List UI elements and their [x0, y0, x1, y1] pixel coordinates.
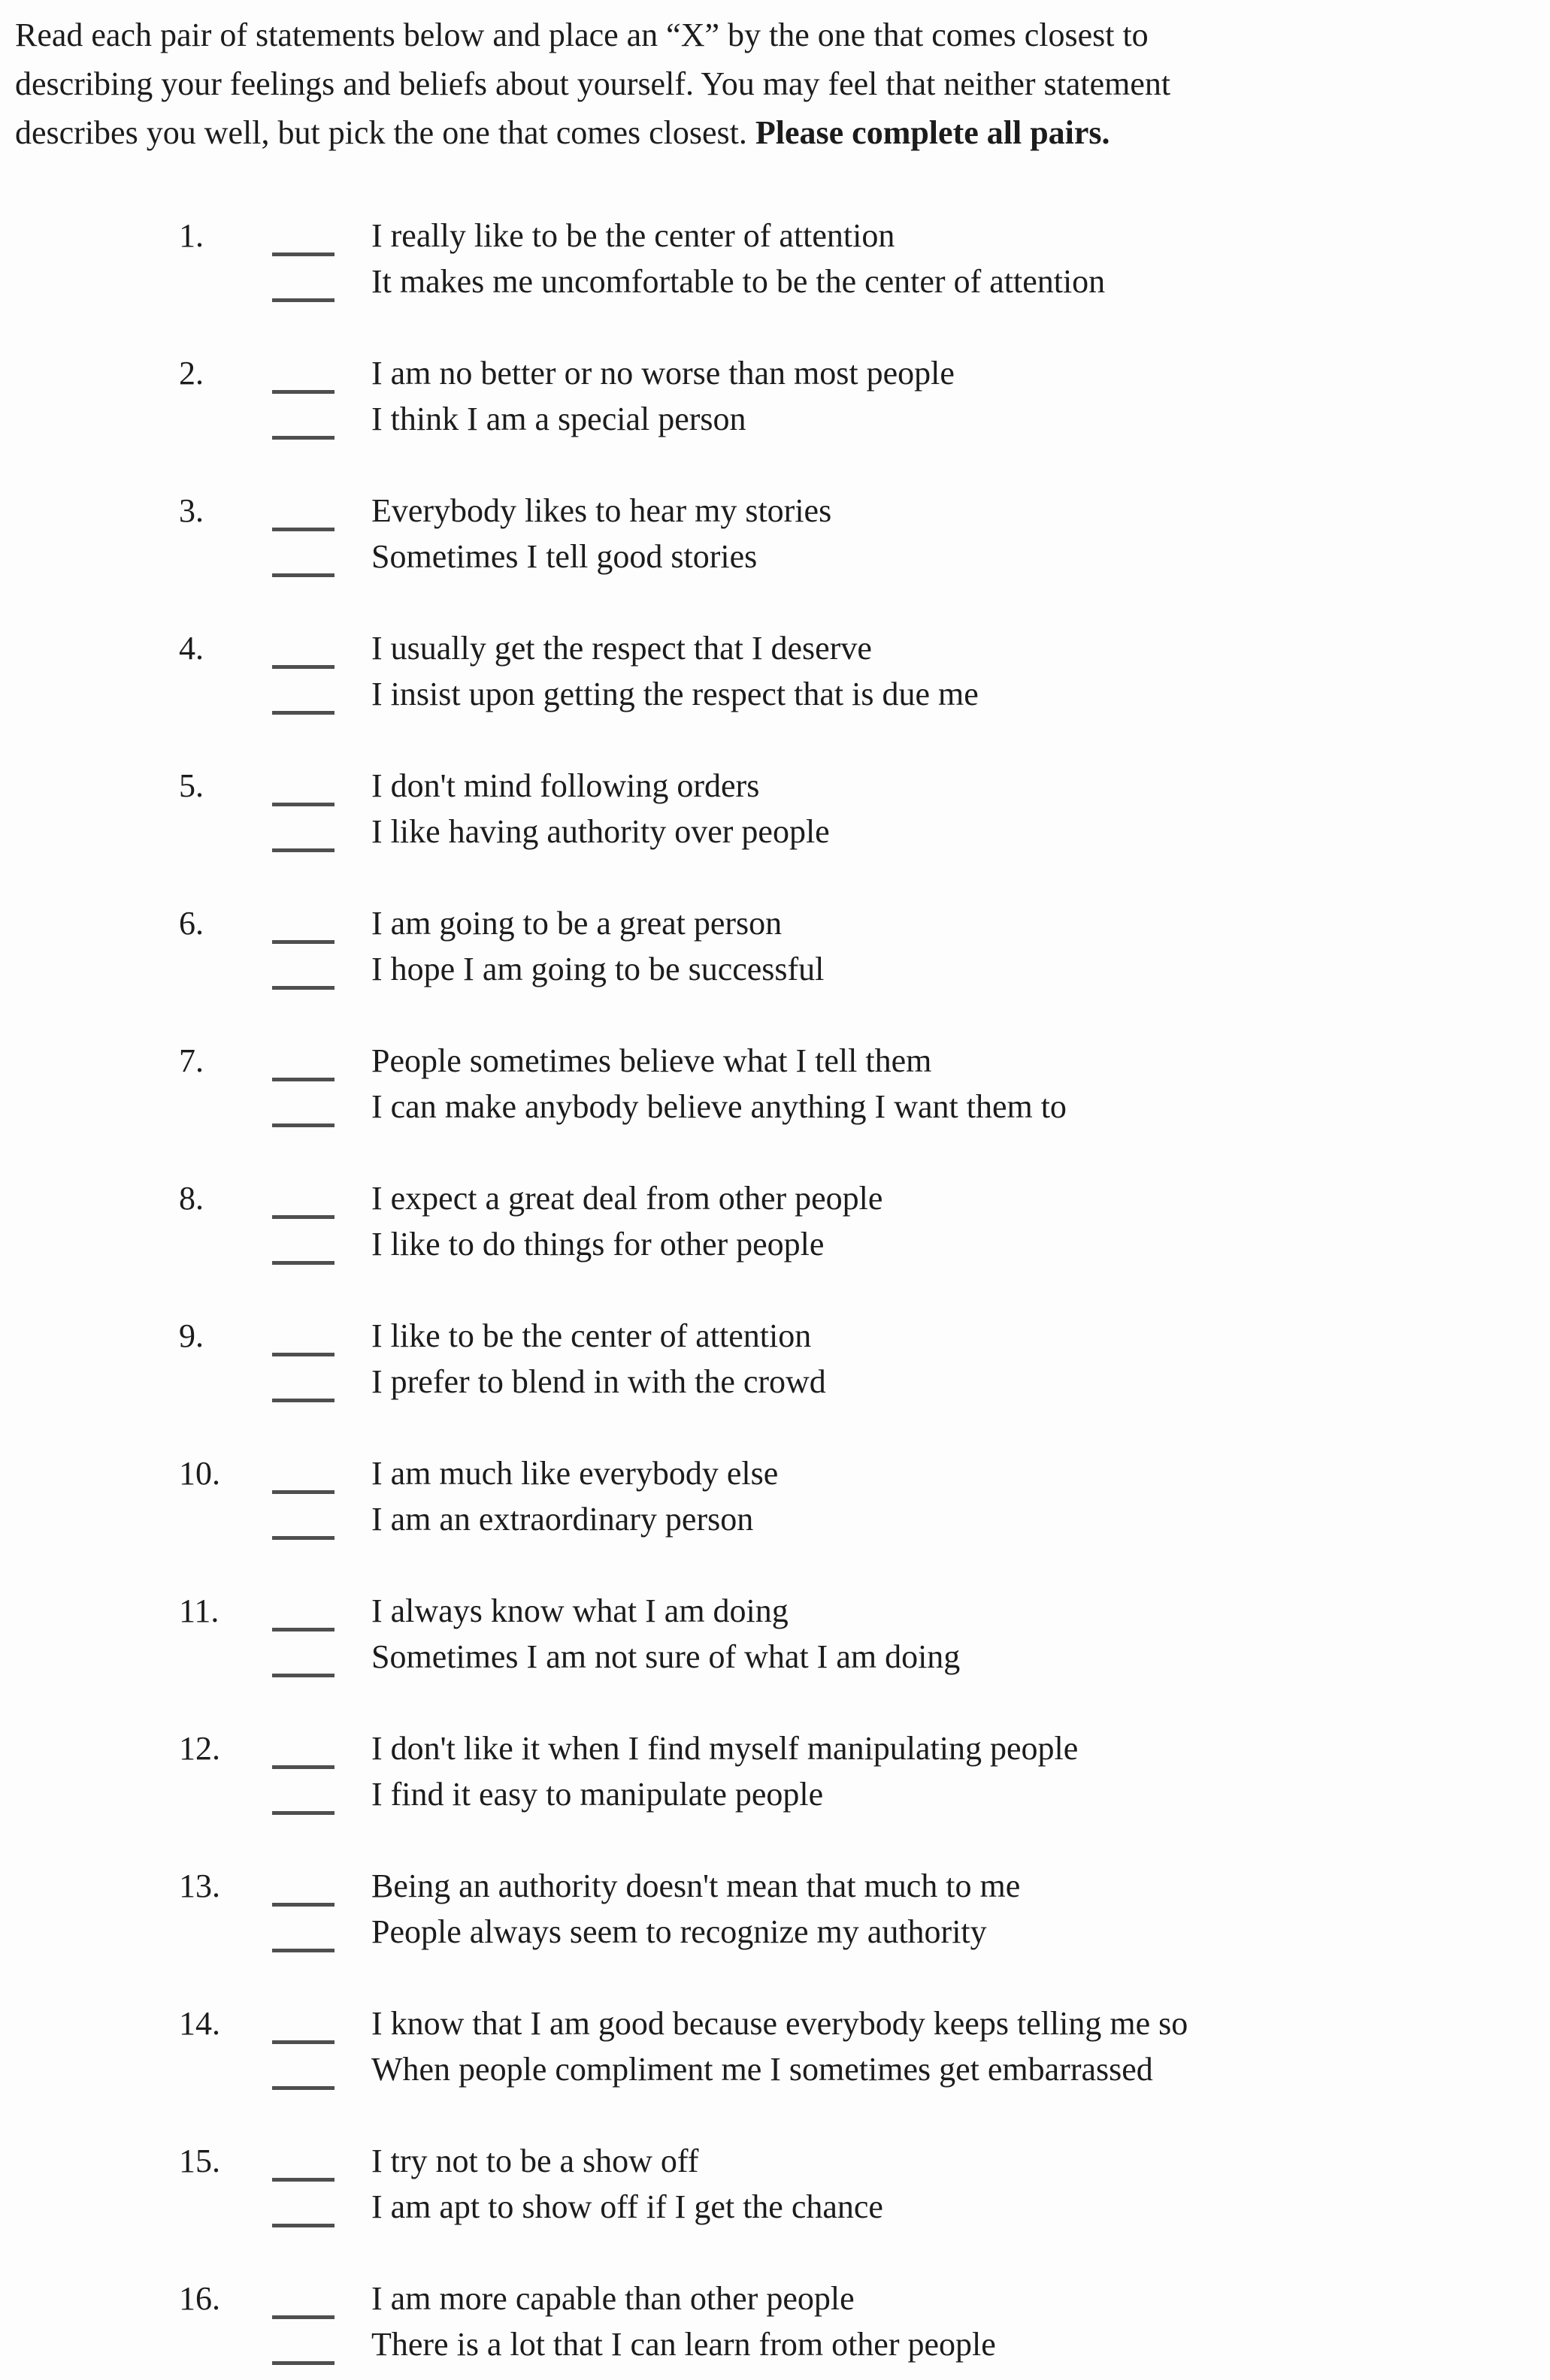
answer-blank-second[interactable]	[272, 1811, 335, 1815]
item-number: 7.	[179, 1042, 204, 1079]
answer-blank-first[interactable]	[272, 2178, 335, 2182]
statement-row-first	[272, 2276, 1550, 2321]
instructions-line-1: Read each pair of statements below and place an “X” by the one that comes closest to	[15, 17, 1149, 53]
statement-second: I am apt to show off if I get the chance	[371, 2188, 883, 2225]
answer-blank-first[interactable]	[272, 528, 335, 531]
statement-second: I insist upon getting the respect that is due me	[371, 676, 979, 712]
statement-pair	[272, 1725, 1550, 1817]
statement-row-second	[272, 2046, 1550, 2092]
questionnaire-item	[179, 1450, 1550, 1542]
answer-blank-first[interactable]	[272, 390, 335, 394]
statement-row-first	[272, 1175, 1550, 1221]
item-number: 13.	[179, 1867, 220, 1904]
answer-blank-second[interactable]	[272, 711, 335, 715]
statement-first: I am no better or no worse than most people	[371, 355, 955, 392]
item-number: 2.	[179, 355, 204, 392]
statement-row-second	[272, 1496, 1550, 1542]
answer-blank-second[interactable]	[272, 1949, 335, 1952]
item-number: 9.	[179, 1317, 204, 1354]
statement-pair	[272, 1450, 1550, 1542]
statement-pair	[272, 900, 1550, 992]
statement-pair	[272, 2276, 1550, 2367]
answer-blank-second[interactable]	[272, 1674, 335, 1677]
statement-row-second	[272, 396, 1550, 442]
statement-second: I hope I am going to be successful	[371, 951, 825, 987]
answer-blank-second[interactable]	[272, 848, 335, 852]
item-number: 11.	[179, 1592, 219, 1629]
questionnaire-item	[179, 1313, 1550, 1405]
answer-blank-second[interactable]	[272, 1399, 335, 1402]
statement-pair	[272, 1175, 1550, 1267]
statement-row-second	[272, 2184, 1550, 2230]
statement-first: I usually get the respect that I deserve	[371, 630, 872, 667]
statement-second: I find it easy to manipulate people	[371, 1776, 824, 1813]
answer-blank-second[interactable]	[272, 436, 335, 440]
answer-blank-second[interactable]	[272, 2361, 335, 2365]
statement-pair	[272, 763, 1550, 854]
statement-first: I don't like it when I find myself manipulating people	[371, 1730, 1079, 1767]
statement-row-second	[272, 671, 1550, 717]
statement-second: I prefer to blend in with the crowd	[371, 1363, 826, 1400]
answer-blank-second[interactable]	[272, 573, 335, 577]
statement-pair	[272, 625, 1550, 717]
instructions-line-2: describing your feelings and beliefs about yourself. You may feel that neither statement	[15, 65, 1171, 102]
statement-second: I can make anybody believe anything I want them to	[371, 1088, 1067, 1125]
questionnaire-item	[179, 625, 1550, 717]
statement-second: When people compliment me I sometimes get embarrassed	[371, 2051, 1153, 2088]
answer-blank-second[interactable]	[272, 1261, 335, 1265]
statement-row-second	[272, 259, 1550, 304]
answer-blank-second[interactable]	[272, 2086, 335, 2090]
statement-row-first	[272, 1863, 1550, 1909]
item-number: 4.	[179, 630, 204, 667]
answer-blank-first[interactable]	[272, 2040, 335, 2044]
statement-pair	[272, 488, 1550, 579]
statement-first: Being an authority doesn't mean that much to me	[371, 1867, 1021, 1904]
statement-row-first	[272, 350, 1550, 396]
answer-blank-first[interactable]	[272, 1903, 335, 1907]
item-number: 1.	[179, 217, 204, 254]
statement-row-second	[272, 1634, 1550, 1680]
instructions-complete-all-pairs: Please complete all pairs.	[755, 114, 1110, 151]
answer-blank-second[interactable]	[272, 298, 335, 302]
item-number: 15.	[179, 2143, 220, 2179]
answer-blank-first[interactable]	[272, 665, 335, 669]
statement-pair	[272, 1038, 1550, 1130]
instructions-line-3: describes you well, but pick the one that comes closest.	[15, 114, 755, 151]
statement-first: I always know what I am doing	[371, 1592, 789, 1629]
statement-second: I am an extraordinary person	[371, 1501, 754, 1538]
statement-row-second	[272, 2321, 1550, 2367]
item-number: 10.	[179, 1455, 220, 1492]
questionnaire-item	[179, 2138, 1550, 2230]
answer-blank-second[interactable]	[272, 1123, 335, 1127]
statement-first: I like to be the center of attention	[371, 1317, 812, 1354]
statement-row-first	[272, 1038, 1550, 1084]
statement-row-first	[272, 2138, 1550, 2184]
questionnaire-item	[179, 213, 1550, 304]
statement-pair	[272, 1313, 1550, 1405]
statement-row-second	[272, 1221, 1550, 1267]
statement-first: People sometimes believe what I tell them	[371, 1042, 932, 1079]
answer-blank-first[interactable]	[272, 940, 335, 944]
statement-row-second	[272, 1084, 1550, 1130]
item-number: 8.	[179, 1180, 204, 1217]
statement-pair	[272, 2000, 1550, 2092]
statement-pair	[272, 213, 1550, 304]
statement-pair	[272, 350, 1550, 442]
questionnaire-item	[179, 2000, 1550, 2092]
statement-row-first	[272, 1313, 1550, 1359]
questionnaire-item	[179, 350, 1550, 442]
answer-blank-first[interactable]	[272, 1353, 335, 1356]
statement-first: I try not to be a show off	[371, 2143, 699, 2179]
statement-first: I really like to be the center of attention	[371, 217, 895, 254]
statement-first: I am more capable than other people	[371, 2280, 855, 2317]
statement-row-second	[272, 1909, 1550, 1955]
answer-blank-first[interactable]	[272, 1628, 335, 1632]
statement-row-first	[272, 213, 1550, 259]
questionnaire-item	[179, 1863, 1550, 1955]
item-number: 16.	[179, 2280, 220, 2317]
statement-second: Sometimes I am not sure of what I am doing	[371, 1638, 961, 1675]
answer-blank-second[interactable]	[272, 986, 335, 990]
item-number: 14.	[179, 2005, 220, 2042]
instructions-paragraph	[15, 11, 1530, 157]
answer-blank-first[interactable]	[272, 2315, 335, 2319]
statement-row-first	[272, 1450, 1550, 1496]
questionnaire-list	[0, 213, 1550, 2367]
item-number: 6.	[179, 905, 204, 942]
answer-blank-first[interactable]	[272, 253, 335, 256]
statement-row-second	[272, 1359, 1550, 1405]
answer-blank-first[interactable]	[272, 803, 335, 806]
statement-row-first	[272, 1588, 1550, 1634]
answer-blank-second[interactable]	[272, 2224, 335, 2227]
answer-blank-first[interactable]	[272, 1215, 335, 1219]
statement-first: I know that I am good because everybody keeps telling me so	[371, 2005, 1188, 2042]
statement-row-first	[272, 1725, 1550, 1771]
questionnaire-item	[179, 1175, 1550, 1267]
statement-first: I am much like everybody else	[371, 1455, 779, 1492]
statement-second: I like having authority over people	[371, 813, 830, 850]
item-number: 5.	[179, 767, 204, 804]
questionnaire-item	[179, 763, 1550, 854]
statement-pair	[272, 1863, 1550, 1955]
statement-row-second	[272, 534, 1550, 579]
statement-first: I am going to be a great person	[371, 905, 783, 942]
statement-first: I don't mind following orders	[371, 767, 760, 804]
statement-first: Everybody likes to hear my stories	[371, 492, 832, 529]
statement-second: I like to do things for other people	[371, 1226, 825, 1263]
item-number: 12.	[179, 1730, 220, 1767]
statement-pair	[272, 2138, 1550, 2230]
statement-row-first	[272, 2000, 1550, 2046]
statement-second: There is a lot that I can learn from other people	[371, 2326, 996, 2363]
answer-blank-second[interactable]	[272, 1536, 335, 1540]
statement-row-first	[272, 488, 1550, 534]
statement-row-first	[272, 625, 1550, 671]
statement-second: People always seem to recognize my authority	[371, 1913, 987, 1950]
questionnaire-item	[179, 1038, 1550, 1130]
answer-blank-first[interactable]	[272, 1490, 335, 1494]
statement-row-first	[272, 900, 1550, 946]
questionnaire-item	[179, 900, 1550, 992]
statement-row-first	[272, 763, 1550, 809]
questionnaire-item	[179, 2276, 1550, 2367]
questionnaire-item	[179, 488, 1550, 579]
statement-pair	[272, 1588, 1550, 1680]
statement-second: I think I am a special person	[371, 401, 746, 437]
answer-blank-first[interactable]	[272, 1765, 335, 1769]
questionnaire-item	[179, 1588, 1550, 1680]
questionnaire-item	[179, 1725, 1550, 1817]
statement-second: It makes me uncomfortable to be the center of attention	[371, 263, 1106, 300]
statement-second: Sometimes I tell good stories	[371, 538, 758, 575]
statement-row-second	[272, 946, 1550, 992]
statement-row-second	[272, 1771, 1550, 1817]
statement-first: I expect a great deal from other people	[371, 1180, 883, 1217]
statement-row-second	[272, 809, 1550, 854]
item-number: 3.	[179, 492, 204, 529]
answer-blank-first[interactable]	[272, 1078, 335, 1081]
